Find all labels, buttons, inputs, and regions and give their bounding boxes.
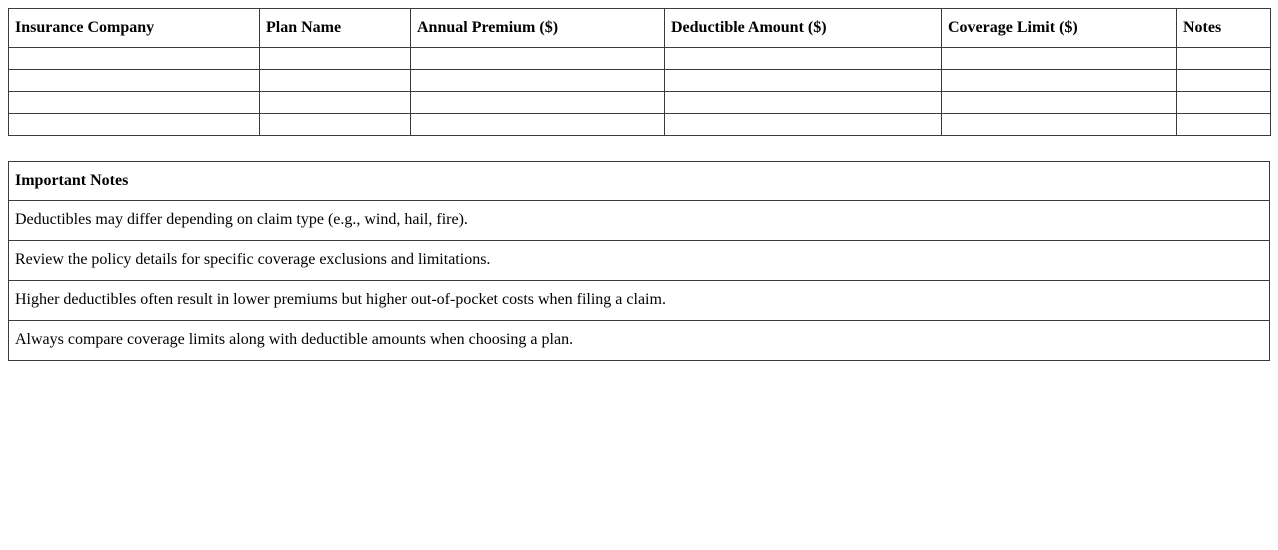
list-item (9, 241, 1270, 281)
note-text: Deductibles may differ depending on claim type (e.g., wind, hail, fire). (9, 201, 1270, 241)
empty-cell[interactable] (9, 114, 260, 136)
notes-header-row (9, 162, 1270, 201)
header-insurance-company: Insurance Company (9, 9, 260, 48)
table-row (9, 92, 1271, 114)
empty-cell[interactable] (1177, 48, 1271, 70)
empty-cell[interactable] (1177, 92, 1271, 114)
table-row (9, 114, 1271, 136)
empty-cell[interactable] (665, 92, 942, 114)
empty-cell[interactable] (942, 92, 1177, 114)
empty-cell[interactable] (942, 114, 1177, 136)
comparison-header-row (9, 9, 1271, 48)
header-coverage-limit: Coverage Limit ($) (942, 9, 1177, 48)
insurance-comparison-table (8, 8, 1271, 136)
empty-cell[interactable] (260, 48, 411, 70)
empty-cell[interactable] (1177, 70, 1271, 92)
empty-cell[interactable] (1177, 114, 1271, 136)
list-item (9, 321, 1270, 361)
header-plan-name: Plan Name (260, 9, 411, 48)
empty-cell[interactable] (665, 48, 942, 70)
table-row (9, 70, 1271, 92)
empty-cell[interactable] (9, 70, 260, 92)
empty-cell[interactable] (411, 70, 665, 92)
document-body (8, 8, 1270, 361)
empty-cell[interactable] (411, 114, 665, 136)
empty-cell[interactable] (9, 48, 260, 70)
table-row (9, 48, 1271, 70)
header-deductible-amount: Deductible Amount ($) (665, 9, 942, 48)
list-item (9, 281, 1270, 321)
list-item (9, 201, 1270, 241)
header-notes: Notes (1177, 9, 1271, 48)
note-text: Review the policy details for specific coverage exclusions and limitations. (9, 241, 1270, 281)
empty-cell[interactable] (942, 70, 1177, 92)
note-text: Always compare coverage limits along with deductible amounts when choosing a plan. (9, 321, 1270, 361)
empty-cell[interactable] (9, 92, 260, 114)
empty-cell[interactable] (260, 70, 411, 92)
empty-cell[interactable] (411, 92, 665, 114)
empty-cell[interactable] (665, 70, 942, 92)
header-annual-premium: Annual Premium ($) (411, 9, 665, 48)
note-text: Higher deductibles often result in lower premiums but higher out-of-pocket costs when filing a claim. (9, 281, 1270, 321)
important-notes-table (8, 161, 1270, 361)
empty-cell[interactable] (411, 48, 665, 70)
empty-cell[interactable] (260, 114, 411, 136)
empty-cell[interactable] (665, 114, 942, 136)
empty-cell[interactable] (942, 48, 1177, 70)
empty-cell[interactable] (260, 92, 411, 114)
important-notes-title: Important Notes (9, 162, 1270, 201)
